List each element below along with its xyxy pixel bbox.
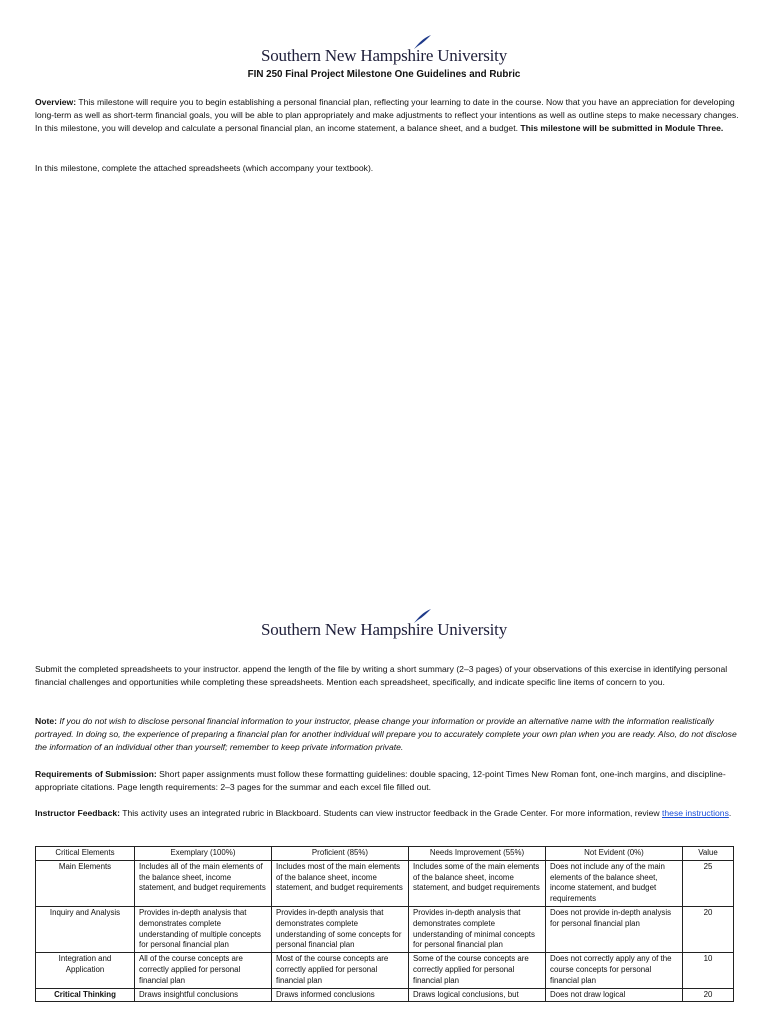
feedback-label: Instructor Feedback: (35, 808, 121, 818)
note-label: Note: (35, 716, 57, 726)
rubric-header-row (36, 847, 734, 861)
critical-element-cell: Integration and Application (36, 953, 135, 988)
exemplary-cell: All of the course concepts are correctly applied for personal financial plan (135, 953, 272, 988)
not-evident-cell: Does not correctly apply any of the course concepts for personal financial plan (546, 953, 683, 988)
document-title: FIN 250 Final Project Milestone One Guidelines and Rubric (247, 69, 521, 80)
value-cell: 20 (683, 988, 734, 1002)
overview-text: This milestone will require you to begin establishing a personal financial plan, reflecting your learning to date in the course. Now that you have an appreciation for developing long-term as well as short-term financial goals, you will be able to plan appropriately and make adjustments to reflect your intentions as well as outline steps to make necessary changes. In this milestone, you will develop and calculate a personal financial plan, an income statement, a balance sheet, and a budget. (35, 97, 739, 133)
proficient-cell: Most of the course concepts are correctly applied for personal financial plan (272, 953, 409, 988)
needs-improvement-cell: Some of the course concepts are correctly applied for personal financial plan (409, 953, 546, 988)
not-evident-cell: Does not include any of the main elements of the balance sheet, income statement, and budget requirements (546, 860, 683, 906)
table-row (36, 953, 734, 988)
table-row (36, 906, 734, 952)
feedback-end: . (728, 808, 732, 818)
critical-element-cell: Critical Thinking (36, 988, 135, 1002)
header-value: Value (683, 847, 734, 861)
milestone-instruction: In this milestone, complete the attached spreadsheets (which accompany your textbook). (35, 163, 374, 173)
requirements-label: Requirements of Submission: (35, 769, 157, 779)
note-paragraph (35, 715, 740, 754)
quill-icon (412, 608, 432, 624)
table-row (36, 860, 734, 906)
value-cell: 25 (683, 860, 734, 906)
note-text: If you do not wish to disclose personal financial information to your instructor, please change your information or provide an alternative name with the information realistically portrayed. In doing so, the experience of preparing a financial plan for another individual will prepare you to accurately complete your own plan when you are ready. Also, do not disclose the information of an individual other than yourself; remember to keep private information private. (35, 716, 737, 752)
header-not-evident: Not Evident (0%) (546, 847, 683, 861)
value-cell: 10 (683, 953, 734, 988)
header-critical-elements: Critical Elements (36, 847, 135, 861)
not-evident-cell: Does not provide in-depth analysis for personal financial plan (546, 906, 683, 952)
quill-icon (412, 34, 432, 50)
table-row (36, 988, 734, 1002)
overview-deadline: This milestone will be submitted in Module Three. (520, 123, 724, 133)
instructions-link[interactable]: these instructions (662, 808, 729, 818)
header-proficient: Proficient (85%) (272, 847, 409, 861)
university-wordmark-page2: Southern New Hampshire University (261, 620, 507, 639)
exemplary-cell: Provides in-depth analysis that demonstrates complete understanding of multiple concepts for personal financial plan (135, 906, 272, 952)
exemplary-cell: Draws insightful conclusions (135, 988, 272, 1002)
university-logo (0, 46, 768, 66)
not-evident-cell: Does not draw logical (546, 988, 683, 1002)
requirements-paragraph (35, 768, 740, 794)
overview-paragraph (35, 96, 740, 135)
needs-improvement-cell: Provides in-depth analysis that demonstrates complete understanding of minimal concepts for personal financial plan (409, 906, 546, 952)
critical-element-cell: Main Elements (36, 860, 135, 906)
needs-improvement-cell: Includes some of the main elements of the balance sheet, income statement, and budget requirements (409, 860, 546, 906)
exemplary-cell: Includes all of the main elements of the balance sheet, income statement, and budget requirements (135, 860, 272, 906)
needs-improvement-cell: Draws logical conclusions, but (409, 988, 546, 1002)
feedback-text: This activity uses an integrated rubric in Blackboard. Students can view instructor feedback in the Grade Center. For more information, review (120, 808, 662, 818)
university-wordmark: Southern New Hampshire University (261, 46, 507, 65)
rubric-table (35, 846, 734, 1002)
header-needs-improvement: Needs Improvement (55%) (409, 847, 546, 861)
proficient-cell: Draws informed conclusions (272, 988, 409, 1002)
proficient-cell: Includes most of the main elements of the balance sheet, income statement, and budget requirements (272, 860, 409, 906)
submit-paragraph: Submit the completed spreadsheets to your instructor. append the length of the file by writing a short summary (2–3 pages) of your observations of this exercise in identifying personal financial challenges and opportunities while completing these spreadsheets. Mention each spreadsheet, specifically, and indicate specific line items of concern to you. (35, 664, 728, 687)
value-cell: 20 (683, 906, 734, 952)
critical-element-cell: Inquiry and Analysis (36, 906, 135, 952)
proficient-cell: Provides in-depth analysis that demonstrates complete understanding of some concepts for personal financial plan (272, 906, 409, 952)
requirements-text: Short paper assignments must follow these formatting guidelines: double spacing, 12-point Times New Roman font, one-inch margins, and discipline-appropriate citations. Page length requirements: 2–3 pages for the summar and each excel file filled out. (35, 769, 726, 792)
overview-label: Overview: (35, 97, 77, 107)
document-page-2 (0, 620, 768, 1024)
feedback-paragraph (35, 807, 740, 820)
header-exemplary: Exemplary (100%) (135, 847, 272, 861)
university-logo-page2 (0, 620, 768, 640)
